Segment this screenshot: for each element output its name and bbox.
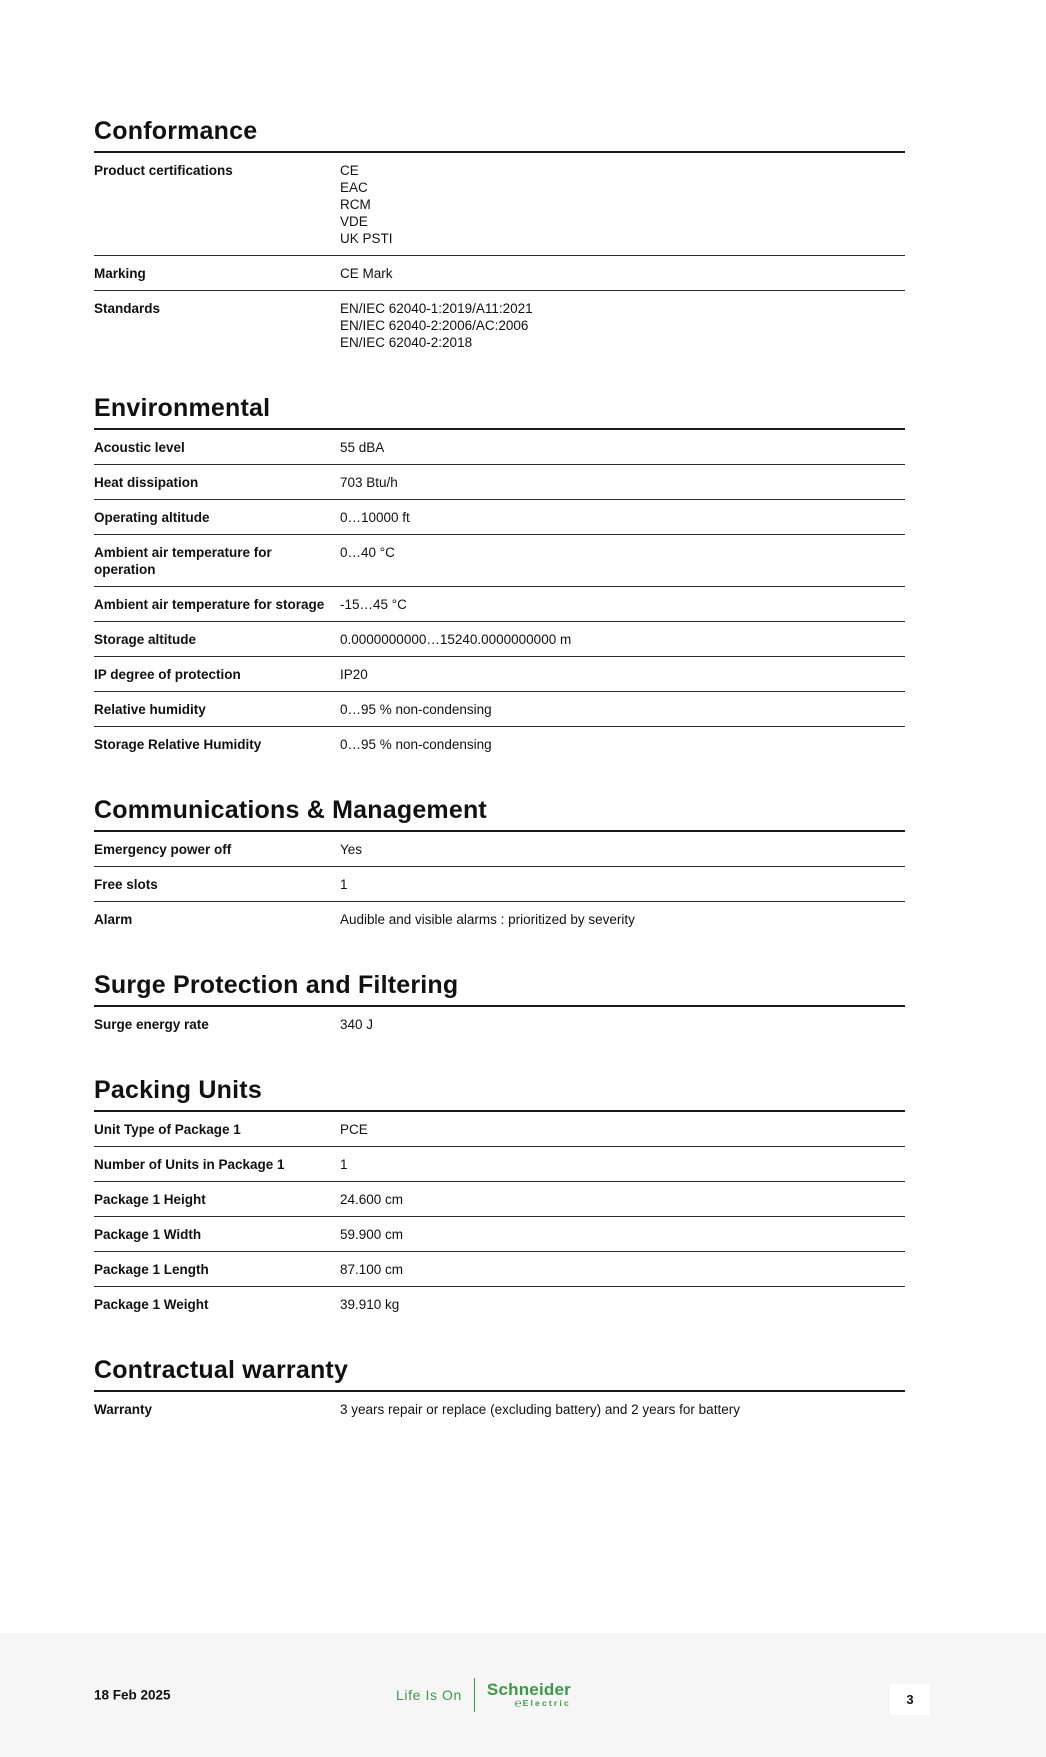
spec-value-line: 87.100 cm	[340, 1262, 404, 1277]
spec-value-line: 0…40 °C	[340, 545, 395, 560]
spec-label: Ambient air temperature for operation	[94, 545, 272, 577]
spec-row	[94, 692, 905, 727]
spec-label: Operating altitude	[94, 510, 210, 525]
spec-label: Storage Relative Humidity	[94, 737, 262, 752]
spec-label: Ambient air temperature for storage	[94, 597, 325, 612]
section-title: Packing Units	[94, 1075, 905, 1112]
spec-label: Surge energy rate	[94, 1017, 209, 1032]
spec-value	[340, 1121, 905, 1138]
spec-value	[340, 876, 905, 893]
spec-section	[94, 116, 905, 359]
spec-label: Warranty	[94, 1402, 153, 1417]
footer-date: 18 Feb 2025	[94, 1687, 171, 1703]
spec-value-line: 0…95 % non-condensing	[340, 702, 492, 717]
spec-value	[340, 265, 905, 282]
spec-label: Unit Type of Package 1	[94, 1122, 241, 1137]
spec-row	[94, 902, 905, 936]
spec-value	[340, 596, 905, 613]
spec-label: Acoustic level	[94, 440, 185, 455]
spec-table	[94, 1007, 905, 1041]
spec-value-line: 59.900 cm	[340, 1227, 404, 1242]
spec-row	[94, 465, 905, 500]
section-title: Contractual warranty	[94, 1355, 905, 1392]
spec-row	[94, 153, 905, 256]
spec-value	[340, 1401, 905, 1418]
spec-value-line: 3 years repair or replace (excluding battery) and 2 years for battery	[340, 1402, 740, 1417]
spec-value-line: 24.600 cm	[340, 1192, 404, 1207]
spec-table	[94, 430, 905, 761]
spec-row	[94, 657, 905, 692]
spec-value-line: RCM	[340, 197, 371, 212]
spec-value	[340, 1226, 905, 1243]
spec-row	[94, 500, 905, 535]
spec-section	[94, 795, 905, 936]
spec-label: Relative humidity	[94, 702, 206, 717]
brand-sub-row	[514, 1698, 571, 1708]
spec-row	[94, 1007, 905, 1041]
spec-table	[94, 1112, 905, 1321]
spec-value-line: 1	[340, 1157, 348, 1172]
spec-section	[94, 970, 905, 1041]
brand-tagline: Life Is On	[396, 1687, 462, 1703]
spec-row	[94, 622, 905, 657]
spec-label: Emergency power off	[94, 842, 232, 857]
spec-row	[94, 867, 905, 902]
spec-row	[94, 430, 905, 465]
spec-value	[340, 631, 905, 648]
spec-table	[94, 153, 905, 359]
spec-row	[94, 1287, 905, 1321]
page-number: 3	[906, 1692, 914, 1707]
spec-value-line: UK PSTI	[340, 231, 393, 246]
spec-value-line: 703 Btu/h	[340, 475, 398, 490]
spec-value	[340, 1016, 905, 1033]
spec-row	[94, 587, 905, 622]
spec-value	[340, 701, 905, 718]
brand-sub: Electric	[522, 1698, 571, 1708]
spec-value-line: EAC	[340, 180, 368, 195]
spec-value	[340, 1261, 905, 1278]
spec-row	[94, 1147, 905, 1182]
spec-value	[340, 474, 905, 491]
spec-row	[94, 832, 905, 867]
spec-value	[340, 300, 905, 351]
spec-section	[94, 1075, 905, 1321]
page-number-badge	[890, 1684, 930, 1715]
spec-value	[340, 841, 905, 858]
spec-value-line: 0…95 % non-condensing	[340, 737, 492, 752]
section-title: Conformance	[94, 116, 905, 153]
spec-table	[94, 832, 905, 936]
spec-value-line: PCE	[340, 1122, 368, 1137]
spec-value	[340, 1296, 905, 1313]
spec-label: Alarm	[94, 912, 133, 927]
spec-label: IP degree of protection	[94, 667, 241, 682]
spec-value-line: VDE	[340, 214, 368, 229]
spec-value	[340, 162, 905, 247]
spec-row	[94, 727, 905, 761]
section-title: Environmental	[94, 393, 905, 430]
spec-label: Marking	[94, 266, 146, 281]
spec-value-line: CE Mark	[340, 266, 393, 281]
spec-value-line: Audible and visible alarms : prioritized by severity	[340, 912, 635, 927]
spec-value-line: 340 J	[340, 1017, 374, 1032]
section-title: Communications & Management	[94, 795, 905, 832]
spec-value-line: Yes	[340, 842, 363, 857]
spec-row	[94, 1182, 905, 1217]
spec-value-line: 0…10000 ft	[340, 510, 410, 525]
spec-label: Package 1 Weight	[94, 1297, 209, 1312]
spec-row	[94, 1252, 905, 1287]
logo-divider	[474, 1678, 475, 1712]
spec-value-line: EN/IEC 62040-2:2018	[340, 335, 473, 350]
spec-value	[340, 509, 905, 526]
spec-value	[340, 666, 905, 683]
spec-value-line: 39.910 kg	[340, 1297, 400, 1312]
spec-value	[340, 911, 905, 928]
spec-value-line: EN/IEC 62040-1:2019/A11:2021	[340, 301, 533, 316]
spec-label: Package 1 Length	[94, 1262, 209, 1277]
spec-label: Heat dissipation	[94, 475, 199, 490]
spec-row	[94, 291, 905, 359]
spec-label: Package 1 Height	[94, 1192, 206, 1207]
brand-wordmark	[487, 1682, 571, 1708]
spec-label: Number of Units in Package 1	[94, 1157, 285, 1172]
spec-value-line: -15…45 °C	[340, 597, 407, 612]
spec-value-line: CE	[340, 163, 359, 178]
brand-name: Schneider	[486, 1680, 571, 1699]
spec-value-line: EN/IEC 62040-2:2006/AC:2006	[340, 318, 529, 333]
spec-label: Product certifications	[94, 163, 233, 178]
spec-value	[340, 736, 905, 753]
spec-section	[94, 1355, 905, 1426]
spec-label: Free slots	[94, 877, 158, 892]
spec-value	[340, 1191, 905, 1208]
spec-label: Storage altitude	[94, 632, 197, 647]
spec-row	[94, 1112, 905, 1147]
spec-row	[94, 535, 905, 587]
spec-label: Package 1 Width	[94, 1227, 202, 1242]
spec-row	[94, 1392, 905, 1426]
spec-value-line: 0.0000000000…15240.0000000000 m	[340, 632, 572, 647]
spec-row	[94, 256, 905, 291]
spec-row	[94, 1217, 905, 1252]
spec-value-line: 1	[340, 877, 348, 892]
spec-table	[94, 1392, 905, 1426]
brand-logo	[396, 1678, 571, 1712]
spec-value-line: 55 dBA	[340, 440, 385, 455]
spec-value-line: IP20	[340, 667, 368, 682]
spec-section	[94, 393, 905, 761]
schneider-e-icon: ℮	[514, 1696, 522, 1710]
spec-value	[340, 439, 905, 456]
spec-label: Standards	[94, 301, 161, 316]
spec-value	[340, 1156, 905, 1173]
section-title: Surge Protection and Filtering	[94, 970, 905, 1007]
spec-value	[340, 544, 905, 578]
